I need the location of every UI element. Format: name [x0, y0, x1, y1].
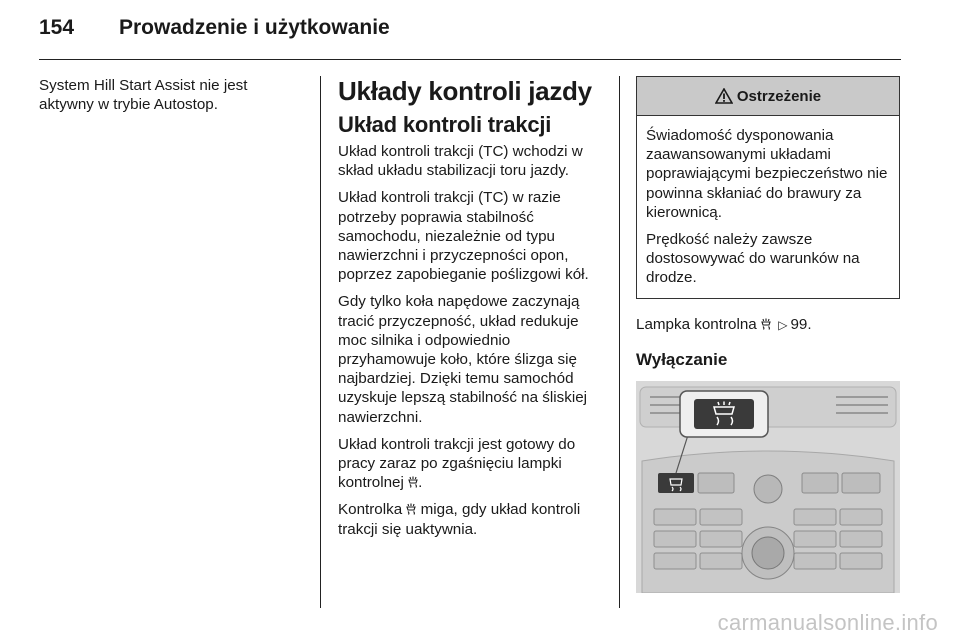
- lamp-reference: [636, 315, 900, 335]
- warning-title: Ostrzeżenie: [736, 87, 822, 105]
- page-header: [39, 14, 901, 54]
- column-right: [636, 76, 900, 593]
- warning-triangle-icon: [715, 88, 733, 104]
- warning-box: [636, 76, 900, 299]
- paragraph: Układ kontroli trakcji (TC) w razie potrzeby poprawia stabilność samochodu, niezależnie od typu nawierzchni i przyczepności opon, poprzez zapobieganie poślizgowi kół.: [338, 189, 589, 284]
- console-illustration: [636, 381, 900, 593]
- paragraph: System Hill Start Assist nie jest aktywny w trybie Autostop.: [39, 77, 248, 114]
- paragraph: [338, 435, 606, 493]
- lamp-page: 99.: [790, 315, 812, 333]
- paragraph: Gdy tylko koła napędowe zaczynają tracić przyczepność, układ redukuje moc silnika i odpowiednio przyhamowuje koło, które ślizga się najbardziej. Dzięki temu samochód uzyskuje lepszą stabilność na śliskiej nawierzchni.: [338, 293, 588, 426]
- warning-body: [637, 116, 899, 298]
- column-divider: [320, 76, 321, 608]
- page-number: 154: [39, 16, 75, 39]
- watermark: carmanualsonline.info: [717, 610, 938, 635]
- page-reference-arrow-icon: ▷: [778, 317, 788, 332]
- warning-header: [637, 77, 899, 116]
- subsection-title: Układ kontroli trakcji: [338, 112, 552, 137]
- running-title: Prowadzenie i użytkowanie: [119, 16, 390, 39]
- traction-control-icon: [408, 476, 418, 488]
- warning-paragraph: Prędkość należy zawsze dostosowywać do warunków na drodze.: [646, 231, 860, 287]
- paragraph: Układ kontroli trakcji (TC) wchodzi w skład układu stabilizacji toru jazdy.: [338, 143, 583, 180]
- paragraph: [338, 500, 606, 538]
- column-left: [39, 76, 301, 122]
- lamp-label: Lampka kontrolna: [636, 315, 757, 333]
- traction-control-icon: [406, 503, 416, 515]
- center-console-drawing: [636, 381, 900, 593]
- warning-paragraph: Świadomość dysponowania zaawansowanymi układami poprawiającymi bezpieczeństwo nie powinna skłaniać do brawury za kierownicą.: [646, 127, 888, 221]
- column-divider: [619, 76, 620, 608]
- paragraph-start: Kontrolka: [338, 501, 403, 519]
- paragraph-end: .: [418, 474, 423, 492]
- header-divider: [39, 59, 901, 60]
- column-middle: [338, 76, 606, 547]
- paragraph-text: Układ kontroli trakcji jest gotowy do pracy zaraz po zgaśnięciu lampki kontrolnej: [338, 435, 576, 492]
- paragraph-rest: miga, gdy układ kontroli trakcji się uaktywnia.: [338, 501, 581, 538]
- traction-control-icon: [761, 318, 771, 330]
- section-title: Układy kontroli jazdy: [338, 76, 592, 106]
- subheading-switch-off: Wyłączanie: [636, 349, 728, 369]
